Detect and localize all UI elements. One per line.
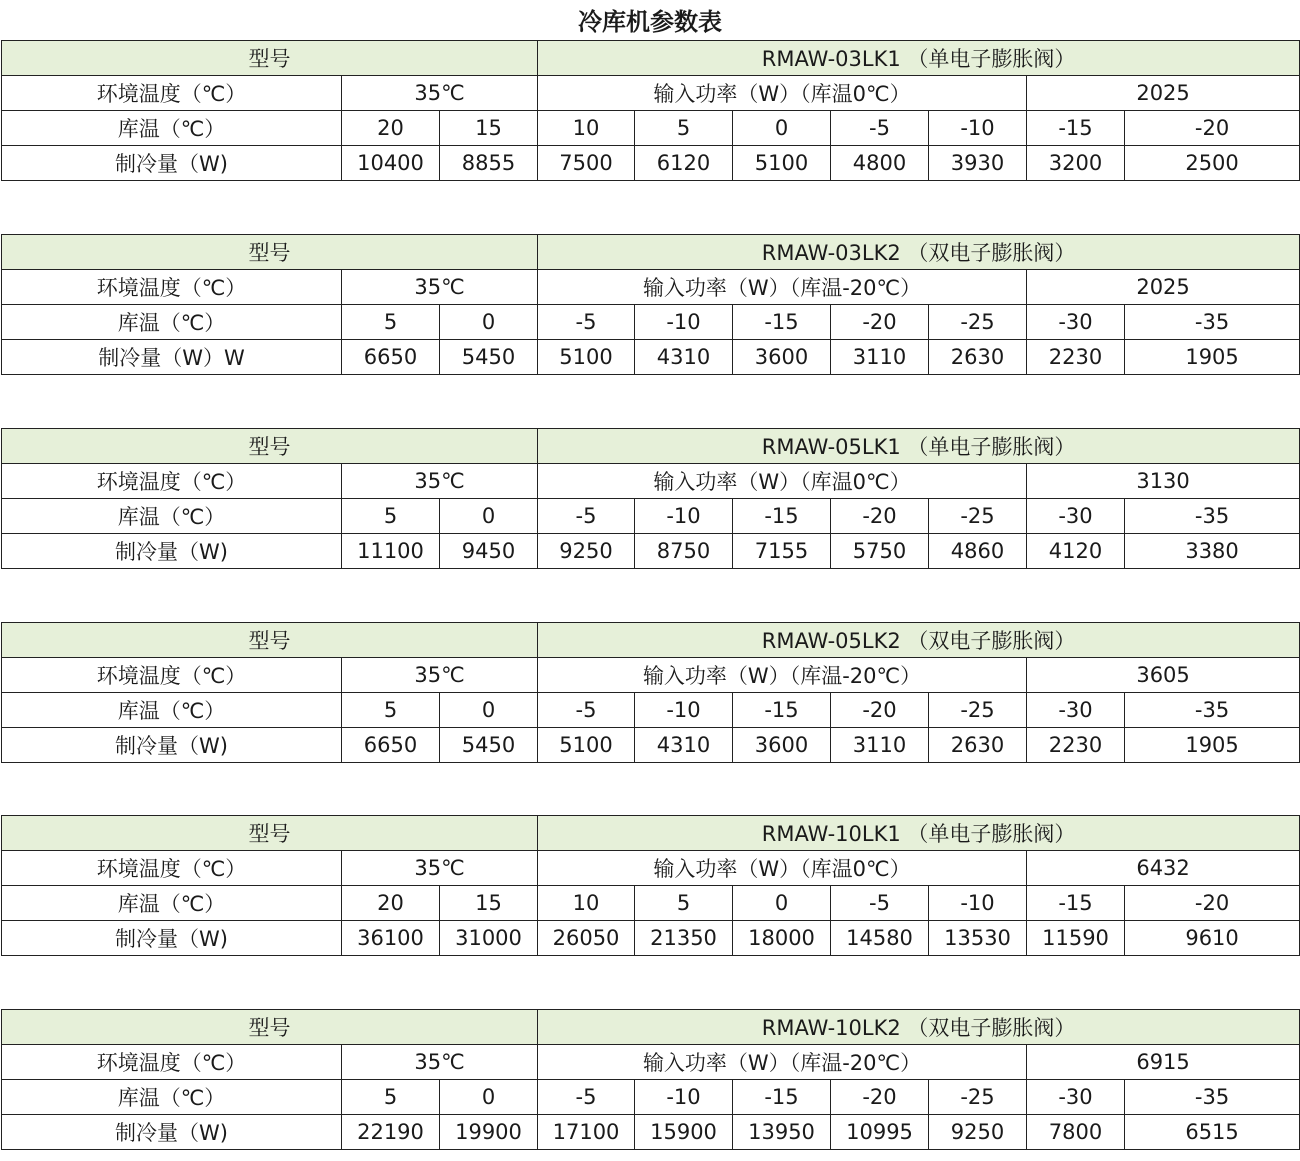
capacity-row (2, 340, 1300, 375)
power-label: 输入功率（W）（库温0℃） (538, 851, 1027, 886)
capacity-cell: 3200 (1027, 146, 1125, 181)
capacity-cell: 5100 (538, 340, 635, 375)
model-row (2, 816, 1300, 851)
capacity-cell: 7800 (1027, 1115, 1125, 1150)
temp-row (2, 305, 1300, 340)
ambient-value: 35℃ (342, 1045, 538, 1080)
capacity-row (2, 146, 1300, 181)
ambient-row (2, 464, 1300, 499)
model-row (2, 623, 1300, 658)
capacity-label: 制冷量（W) (2, 728, 342, 763)
ambient-label: 环境温度（℃） (2, 76, 342, 111)
capacity-cell: 2630 (929, 728, 1027, 763)
param-table (1, 622, 1300, 763)
temp-cell: 15 (440, 111, 538, 146)
capacity-cell: 13950 (733, 1115, 831, 1150)
power-value: 2025 (1027, 270, 1300, 305)
ambient-row (2, 851, 1300, 886)
power-value: 6915 (1027, 1045, 1300, 1080)
temp-cell: 0 (440, 693, 538, 728)
capacity-row (2, 1115, 1300, 1150)
temp-cell: 5 (342, 499, 440, 534)
temp-cell: 0 (440, 1080, 538, 1115)
ambient-row (2, 658, 1300, 693)
capacity-label: 制冷量（W) (2, 1115, 342, 1150)
capacity-cell: 7155 (733, 534, 831, 569)
ambient-value: 35℃ (342, 658, 538, 693)
capacity-cell: 4860 (929, 534, 1027, 569)
temp-cell: 0 (440, 305, 538, 340)
capacity-cell: 4310 (635, 340, 733, 375)
temp-cell: -30 (1027, 305, 1125, 340)
capacity-row (2, 728, 1300, 763)
power-value: 3605 (1027, 658, 1300, 693)
capacity-cell: 7500 (538, 146, 635, 181)
temp-cell: -20 (1125, 111, 1300, 146)
temp-cell: -25 (929, 499, 1027, 534)
param-table (1, 428, 1300, 569)
capacity-cell: 26050 (538, 921, 635, 956)
model-row (2, 429, 1300, 464)
temp-cell: 5 (635, 886, 733, 921)
temp-cell: -15 (733, 693, 831, 728)
model-label: 型号 (2, 235, 538, 270)
temp-cell: -15 (1027, 111, 1125, 146)
temp-cell: 10 (538, 111, 635, 146)
capacity-cell: 9450 (440, 534, 538, 569)
capacity-cell: 2500 (1125, 146, 1300, 181)
ambient-value: 35℃ (342, 76, 538, 111)
power-value: 3130 (1027, 464, 1300, 499)
temp-cell: -5 (538, 305, 635, 340)
model-name: RMAW-05LK2 （双电子膨胀阀） (538, 623, 1300, 658)
temp-cell: 5 (342, 693, 440, 728)
ambient-label: 环境温度（℃） (2, 270, 342, 305)
temp-cell: -10 (929, 111, 1027, 146)
ambient-label: 环境温度（℃） (2, 851, 342, 886)
temp-cell: -15 (1027, 886, 1125, 921)
temp-row (2, 499, 1300, 534)
temp-cell: -10 (635, 499, 733, 534)
capacity-cell: 3600 (733, 340, 831, 375)
capacity-cell: 2230 (1027, 728, 1125, 763)
temp-cell: -5 (538, 1080, 635, 1115)
capacity-cell: 2230 (1027, 340, 1125, 375)
capacity-cell: 8855 (440, 146, 538, 181)
ambient-row (2, 270, 1300, 305)
temp-cell: -10 (635, 1080, 733, 1115)
model-label: 型号 (2, 623, 538, 658)
temp-label: 库温（℃） (2, 886, 342, 921)
capacity-cell: 3600 (733, 728, 831, 763)
temp-cell: -35 (1125, 305, 1300, 340)
capacity-cell: 31000 (440, 921, 538, 956)
temp-cell: 20 (342, 886, 440, 921)
temp-cell: -5 (831, 886, 929, 921)
ambient-label: 环境温度（℃） (2, 658, 342, 693)
temp-cell: -20 (831, 499, 929, 534)
capacity-cell: 1905 (1125, 340, 1300, 375)
capacity-cell: 19900 (440, 1115, 538, 1150)
temp-cell: 5 (342, 1080, 440, 1115)
model-name: RMAW-03LK1 （单电子膨胀阀） (538, 41, 1300, 76)
ambient-row (2, 76, 1300, 111)
temp-cell: 15 (440, 886, 538, 921)
model-label: 型号 (2, 816, 538, 851)
capacity-cell: 14580 (831, 921, 929, 956)
capacity-cell: 9250 (929, 1115, 1027, 1150)
model-name: RMAW-05LK1 （单电子膨胀阀） (538, 429, 1300, 464)
capacity-cell: 13530 (929, 921, 1027, 956)
temp-cell: -25 (929, 305, 1027, 340)
temp-cell: -5 (538, 693, 635, 728)
capacity-cell: 1905 (1125, 728, 1300, 763)
capacity-row (2, 534, 1300, 569)
ambient-label: 环境温度（℃） (2, 464, 342, 499)
model-label: 型号 (2, 1010, 538, 1045)
temp-label: 库温（℃） (2, 111, 342, 146)
temp-cell: -30 (1027, 499, 1125, 534)
power-value: 6432 (1027, 851, 1300, 886)
model-label: 型号 (2, 41, 538, 76)
power-label: 输入功率（W）（库温-20℃） (538, 1045, 1027, 1080)
temp-row (2, 111, 1300, 146)
temp-cell: 20 (342, 111, 440, 146)
page-title: 冷库机参数表 (578, 8, 722, 36)
temp-cell: 0 (733, 111, 831, 146)
temp-label: 库温（℃） (2, 499, 342, 534)
capacity-cell: 15900 (635, 1115, 733, 1150)
ambient-label: 环境温度（℃） (2, 1045, 342, 1080)
temp-cell: -10 (635, 305, 733, 340)
capacity-cell: 6650 (342, 728, 440, 763)
param-table (1, 1009, 1300, 1150)
model-name: RMAW-03LK2 （双电子膨胀阀） (538, 235, 1300, 270)
capacity-cell: 5450 (440, 728, 538, 763)
model-row (2, 1010, 1300, 1045)
model-name: RMAW-10LK1 （单电子膨胀阀） (538, 816, 1300, 851)
temp-label: 库温（℃） (2, 693, 342, 728)
ambient-value: 35℃ (342, 270, 538, 305)
temp-cell: -20 (831, 305, 929, 340)
power-label: 输入功率（W）（库温0℃） (538, 76, 1027, 111)
capacity-cell: 2630 (929, 340, 1027, 375)
temp-cell: -30 (1027, 693, 1125, 728)
power-label: 输入功率（W）（库温-20℃） (538, 658, 1027, 693)
temp-cell: -25 (929, 693, 1027, 728)
capacity-cell: 5450 (440, 340, 538, 375)
param-table (1, 815, 1300, 956)
capacity-cell: 11590 (1027, 921, 1125, 956)
capacity-cell: 22190 (342, 1115, 440, 1150)
capacity-cell: 17100 (538, 1115, 635, 1150)
capacity-cell: 4310 (635, 728, 733, 763)
ambient-value: 35℃ (342, 851, 538, 886)
capacity-cell: 3930 (929, 146, 1027, 181)
capacity-cell: 3110 (831, 340, 929, 375)
temp-cell: -20 (831, 693, 929, 728)
temp-label: 库温（℃） (2, 1080, 342, 1115)
capacity-cell: 5750 (831, 534, 929, 569)
temp-cell: 0 (440, 499, 538, 534)
temp-cell: -15 (733, 1080, 831, 1115)
ambient-row (2, 1045, 1300, 1080)
power-label: 输入功率（W）（库温-20℃） (538, 270, 1027, 305)
capacity-cell: 5100 (733, 146, 831, 181)
temp-cell: -20 (831, 1080, 929, 1115)
model-row (2, 235, 1300, 270)
ambient-value: 35℃ (342, 464, 538, 499)
temp-cell: -35 (1125, 499, 1300, 534)
capacity-cell: 10400 (342, 146, 440, 181)
capacity-cell: 6650 (342, 340, 440, 375)
temp-cell: -10 (635, 693, 733, 728)
capacity-cell: 6120 (635, 146, 733, 181)
capacity-label: 制冷量（W）W (2, 340, 342, 375)
temp-row (2, 693, 1300, 728)
temp-cell: 0 (733, 886, 831, 921)
temp-cell: -15 (733, 305, 831, 340)
capacity-cell: 4800 (831, 146, 929, 181)
capacity-cell: 4120 (1027, 534, 1125, 569)
power-label: 输入功率（W）（库温0℃） (538, 464, 1027, 499)
capacity-cell: 36100 (342, 921, 440, 956)
temp-cell: 5 (635, 111, 733, 146)
temp-label: 库温（℃） (2, 305, 342, 340)
capacity-label: 制冷量（W) (2, 146, 342, 181)
temp-cell: -35 (1125, 693, 1300, 728)
capacity-label: 制冷量（W) (2, 921, 342, 956)
capacity-cell: 21350 (635, 921, 733, 956)
temp-row (2, 886, 1300, 921)
temp-cell: -10 (929, 886, 1027, 921)
model-name: RMAW-10LK2 （双电子膨胀阀） (538, 1010, 1300, 1045)
capacity-label: 制冷量（W) (2, 534, 342, 569)
temp-cell: 10 (538, 886, 635, 921)
capacity-cell: 10995 (831, 1115, 929, 1150)
param-table (1, 234, 1300, 375)
model-row (2, 41, 1300, 76)
temp-row (2, 1080, 1300, 1115)
capacity-cell: 8750 (635, 534, 733, 569)
temp-cell: -30 (1027, 1080, 1125, 1115)
capacity-cell: 11100 (342, 534, 440, 569)
param-table (1, 40, 1300, 181)
power-value: 2025 (1027, 76, 1300, 111)
capacity-cell: 3380 (1125, 534, 1300, 569)
temp-cell: 5 (342, 305, 440, 340)
model-label: 型号 (2, 429, 538, 464)
temp-cell: -35 (1125, 1080, 1300, 1115)
capacity-cell: 6515 (1125, 1115, 1300, 1150)
capacity-cell: 3110 (831, 728, 929, 763)
temp-cell: -5 (831, 111, 929, 146)
temp-cell: -20 (1125, 886, 1300, 921)
capacity-cell: 9250 (538, 534, 635, 569)
temp-cell: -25 (929, 1080, 1027, 1115)
capacity-cell: 9610 (1125, 921, 1300, 956)
capacity-cell: 5100 (538, 728, 635, 763)
capacity-row (2, 921, 1300, 956)
temp-cell: -5 (538, 499, 635, 534)
capacity-cell: 18000 (733, 921, 831, 956)
temp-cell: -15 (733, 499, 831, 534)
